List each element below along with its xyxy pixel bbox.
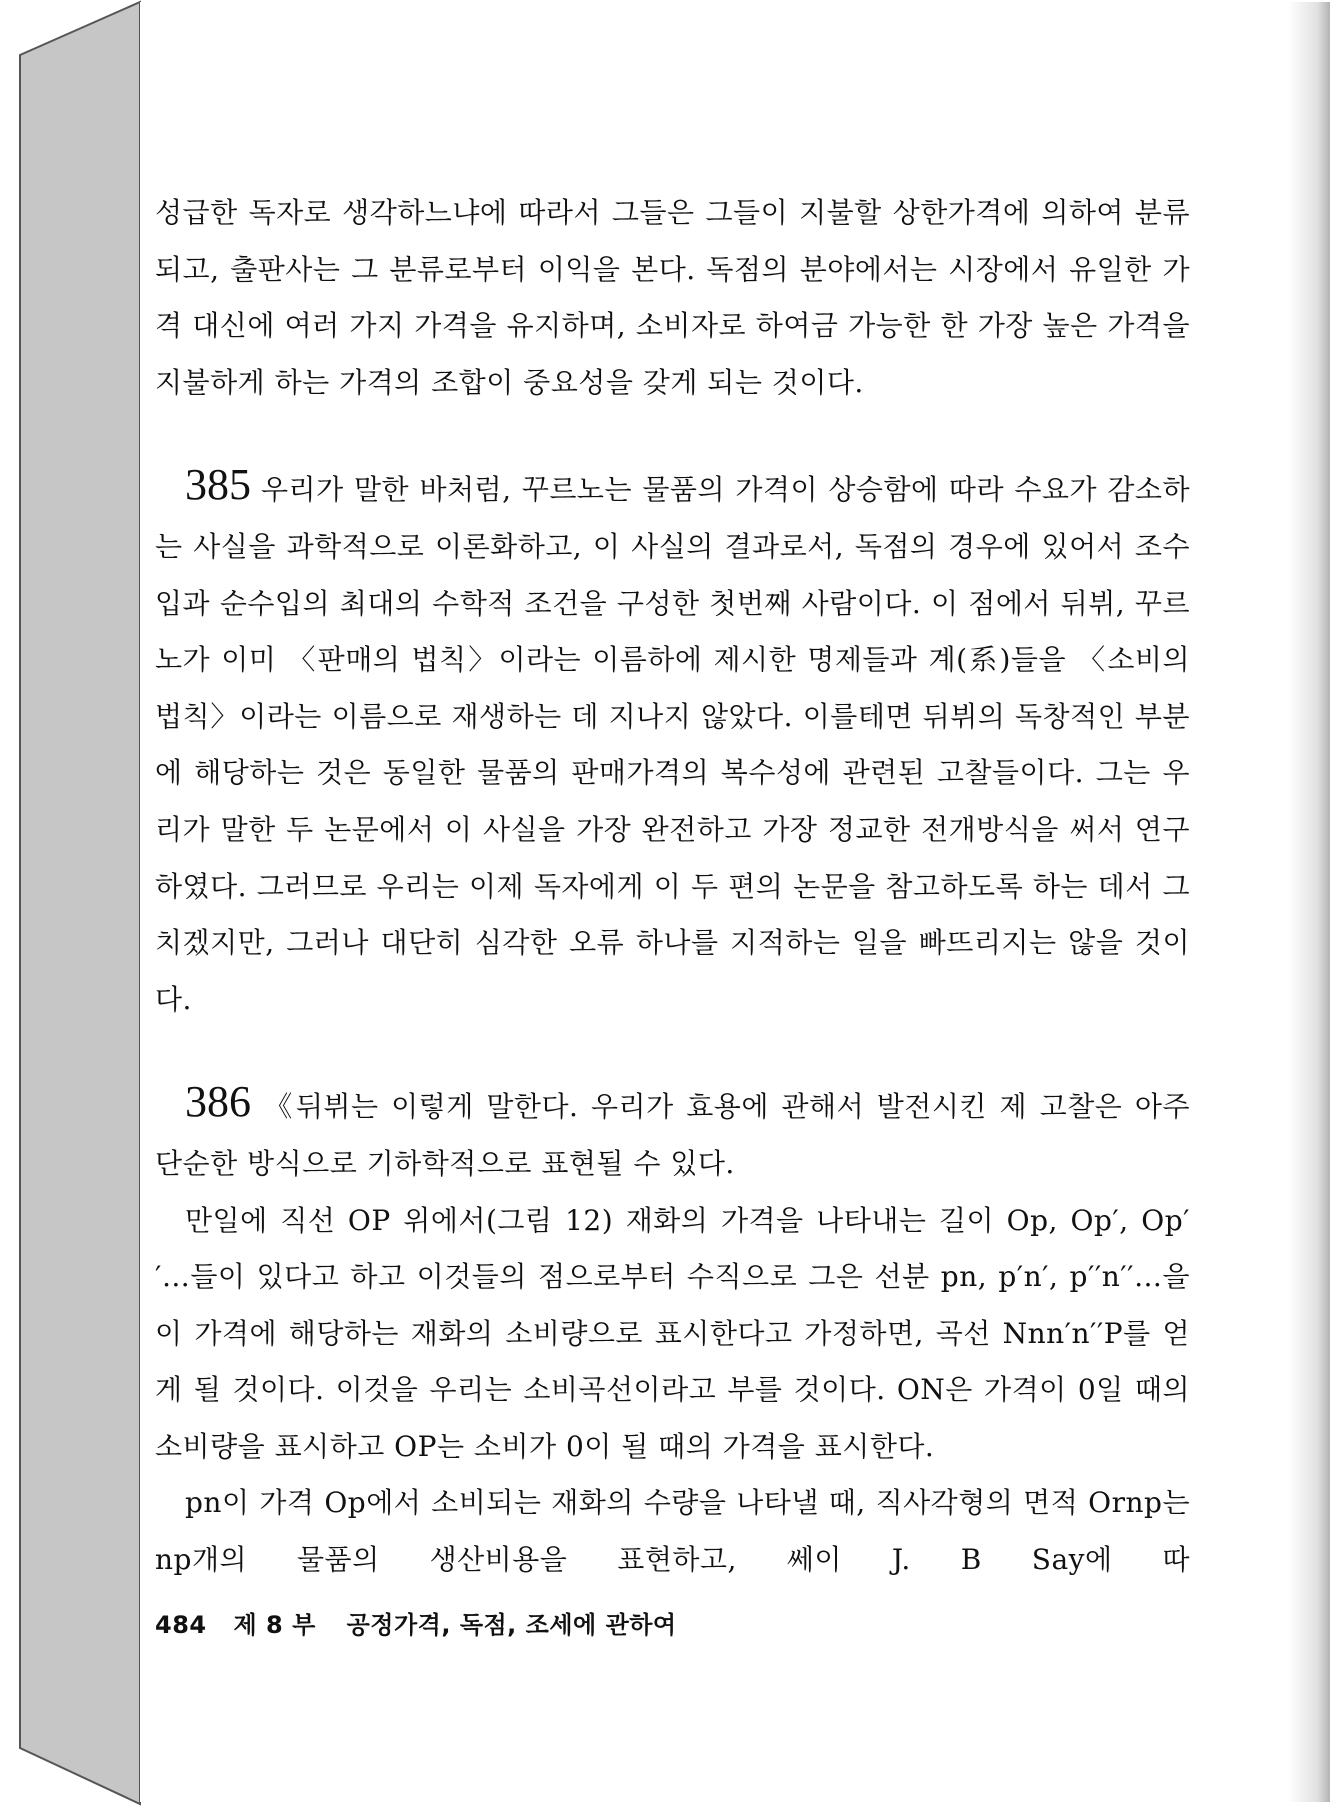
paragraph-text: 만일에 직선 OP 위에서(그림 12) 재화의 가격을 나타내는 길이 Op, Op′, Op′′…들이 있다고 하고 이것들의 점으로부터 수직으로 그은 선분 pn, p′n′, p′′n′′…을 이 가격에 해당하는 재화의 소비량으로 표시한다고 가정하면, 곡선 Nnn′n′′P를 얻게 될 것이다. 이것을 우리는 소비곡선이라고 부를 것이다. ON은 가격이 0일 때의 소비량을 표시하고 OP는 소비가 0이 될 때의 가격을 표시한다. bbox=[155, 1203, 1190, 1463]
paragraph-text: 성급한 독자로 생각하느냐에 따라서 그들은 그들이 지불할 상한가격에 의하여 분류되고, 출판사는 그 분류로부터 이익을 본다. 독점의 분야에서는 시장에서 유일한 가격 대신에 여러 가지 가격을 유지하며, 소비자로 하여금 가능한 한 가장 높은 가격을 지불하게 하는 가격의 조합이 중요성을 갖게 되는 것이다. bbox=[155, 196, 1190, 399]
paragraph-continued bbox=[155, 185, 1190, 411]
page-footer bbox=[155, 1605, 677, 1640]
paragraph-gap bbox=[155, 411, 1190, 457]
section-number: 386 bbox=[185, 1077, 251, 1127]
paragraph-385 bbox=[155, 457, 1190, 1028]
paragraph-text: pn이 가격 Op에서 소비되는 재화의 수량을 나타낼 때, 직사각형의 면적 Ornp는 np개의 물품의 생산비용을 표현하고, 쎄이 J. B Say에 따 bbox=[155, 1486, 1190, 1577]
running-title: 공정가격, 독점, 조세에 관하여 bbox=[346, 1611, 677, 1639]
part-label: 제 8 부 bbox=[233, 1611, 316, 1639]
section-number: 385 bbox=[185, 460, 251, 510]
page-edge-shadow bbox=[1288, 2, 1330, 1802]
page-number: 484 bbox=[155, 1611, 207, 1639]
paragraph-text: 《뒤뷔는 이렇게 말한다. 우리가 효용에 관해서 발전시킨 제 고찰은 아주 단순한 방식으로 기하학적으로 표현될 수 있다. bbox=[155, 1090, 1190, 1180]
paragraph-consumption-curve bbox=[155, 1193, 1190, 1476]
page-text bbox=[155, 185, 1190, 1589]
paragraph-cost-area bbox=[155, 1475, 1190, 1588]
paragraph-gap bbox=[155, 1028, 1190, 1074]
paragraph-text: 우리가 말한 바처럼, 꾸르노는 물품의 가격이 상승함에 따라 수요가 감소하는 사실을 과학적으로 이론화하고, 이 사실의 결과로서, 독점의 경우에 있어서 조수입과 순수입의 최대의 수학적 조건을 구성한 첫번째 사람이다. 이 점에서 뒤뷔, 꾸르노가 이미 〈판매의 법칙〉이라는 이름하에 제시한 명제들과 계(系)들을 〈소비의 법칙〉이라는 이름으로 재생하는 데 지나지 않았다. 이를테면 뒤뷔의 독창적인 부분에 해당하는 것은 동일한 물품의 판매가격의 복수성에 관련된 고찰들이다. 그는 우리가 말한 두 논문에서 이 사실을 가장 완전하고 가장 정교한 전개방식을 써서 연구하였다. 그러므로 우리는 이제 독자에게 이 두 편의 논문을 참고하도록 하는 데서 그치겠지만, 그러나 대단히 심각한 오류 하나를 지적하는 일을 빠뜨리지는 않을 것이다. bbox=[155, 473, 1190, 1016]
paragraph-386 bbox=[155, 1074, 1190, 1192]
